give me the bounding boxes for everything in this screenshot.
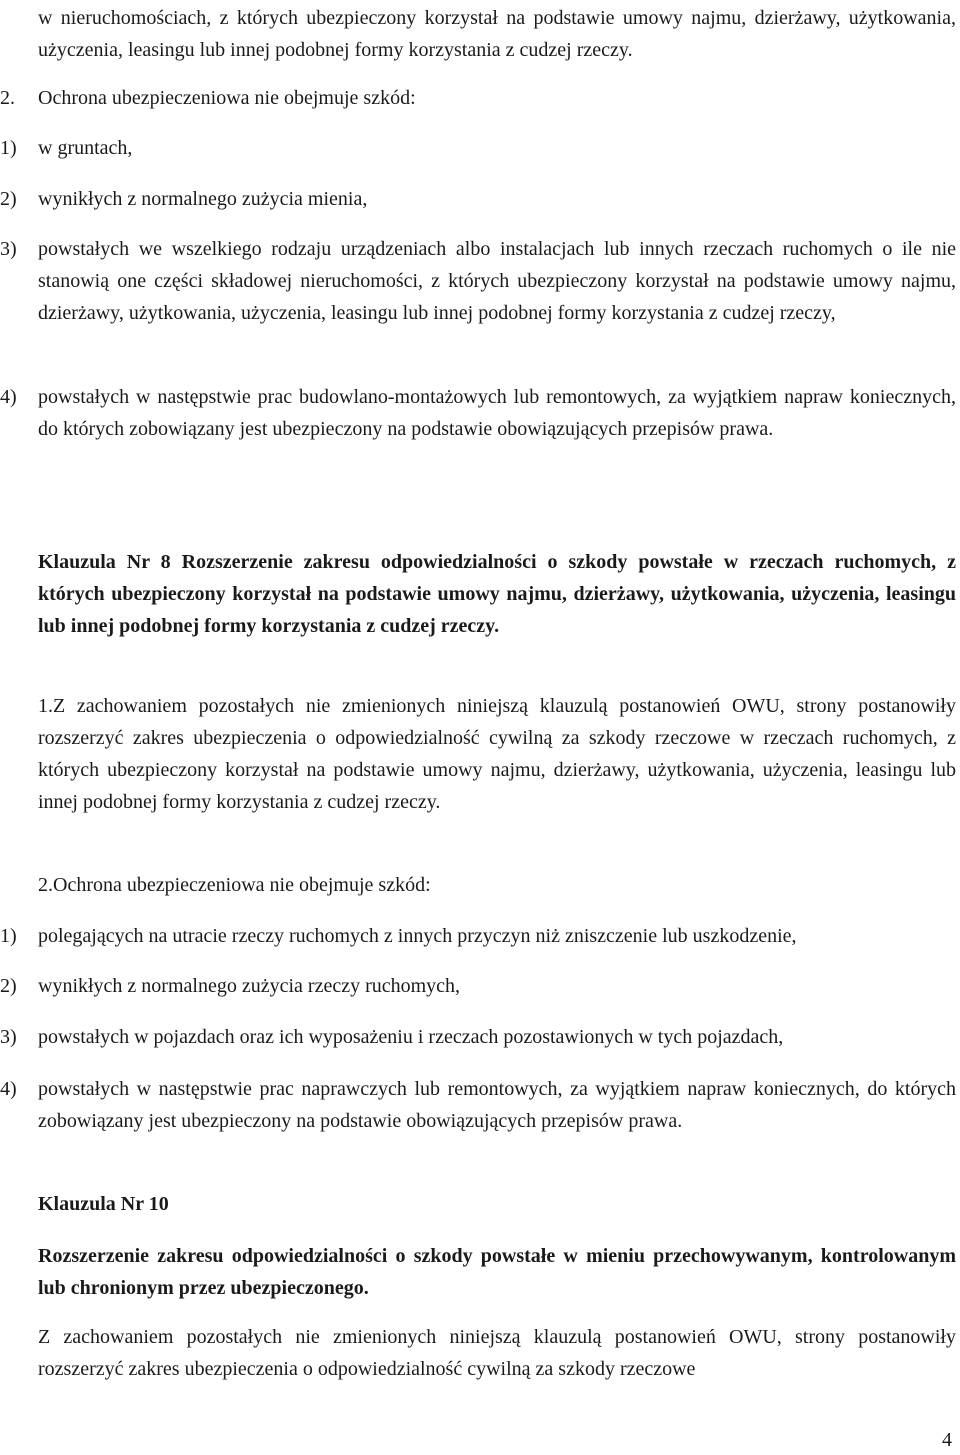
list-item	[0, 381, 956, 445]
list-item	[0, 132, 956, 164]
clause-10-paragraph-1: Z zachowaniem pozostałych nie zmienionych niniejszą klauzulą postanowień OWU, strony postanowiły rozszerzyć zakres ubezpieczenia o odpowiedzialność cywilną za szkody rzeczowe	[38, 1326, 956, 1380]
list-item	[0, 1073, 956, 1137]
list-item-text: wynikłych z normalnego zużycia mienia,	[38, 188, 368, 210]
list-item-number: 2)	[0, 975, 17, 997]
list-item-number: 3)	[0, 238, 17, 260]
list-item-number: 2)	[0, 188, 17, 210]
list-item	[0, 1021, 956, 1053]
list-item	[0, 233, 956, 329]
clause-8-paragraph-1: 1.Z zachowaniem pozostałych nie zmienionych niniejszą klauzulą postanowień OWU, strony postanowiły rozszerzyć zakres ubezpieczenia o odpowiedzialność cywilną za szkody rzeczowe w rzeczach ruchomych, z których ubezpieczony korzystał na podstawie umowy najmu, dzierżawy, użytkowania, użyczenia, leasingu lub innej podobnej formy korzystania z cudzej rzeczy.	[38, 695, 956, 813]
list-item-number: 4)	[0, 386, 17, 408]
carryover-paragraph: w nieruchomościach, z których ubezpieczony korzystał na podstawie umowy najmu, dzierżawy, użytkowania, użyczenia, leasingu lub innej podobnej formy korzystania z cudzej rzeczy.	[38, 7, 956, 61]
clause-10-label: Klauzula Nr 10	[38, 1193, 169, 1215]
list-item-number: 4)	[0, 1078, 17, 1100]
list-item	[0, 920, 956, 952]
list-item-number: 3)	[0, 1026, 17, 1048]
clause-8-heading: Klauzula Nr 8 Rozszerzenie zakresu odpowiedzialności o szkody powstałe w rzeczach ruchomych, z których ubezpieczony korzystał na podstawie umowy najmu, dzierżawy, użytkowania, użyczenia, leasingu lub innej podobnej formy korzystania z cudzej rzeczy.	[38, 551, 956, 637]
list-item	[0, 970, 956, 1002]
list-item-text: w gruntach,	[38, 137, 133, 159]
list-item-text: wynikłych z normalnego zużycia rzeczy ruchomych,	[38, 975, 461, 997]
clause-10-heading: Rozszerzenie zakresu odpowiedzialności o szkody powstałe w mieniu przechowywanym, kontrolowanym lub chronionym przez ubezpieczonego.	[38, 1245, 956, 1299]
page-number: 4	[942, 1429, 952, 1451]
list-item-text: powstałych we wszelkiego rodzaju urządzeniach albo instalacjach lub innych rzeczach ruchomych o ile nie stanowią one części składowej nieruchomości, z których ubezpieczony korzystał na podstawie umowy najmu, dzierżawy, użytkowania, użyczenia, leasingu lub innej podobnej formy korzystania z cudzej rzeczy,	[38, 238, 956, 324]
list-item	[0, 183, 956, 215]
list-item-text: powstałych w następstwie prac budowlano-montażowych lub remontowych, za wyjątkiem napraw koniecznych, do których zobowiązany jest ubezpieczony na podstawie obowiązujących przepisów prawa.	[38, 386, 956, 440]
section-a-point-2	[0, 82, 956, 114]
list-item-number: 1)	[0, 925, 17, 947]
clause-8-paragraph-2: 2.Ochrona ubezpieczeniowa nie obejmuje szkód:	[38, 874, 431, 896]
list-item-text: polegających na utracie rzeczy ruchomych z innych przyczyn niż zniszczenie lub uszkodzenie,	[38, 925, 797, 947]
list-item-number: 1)	[0, 137, 17, 159]
list-item-text: powstałych w następstwie prac naprawczych lub remontowych, za wyjątkiem napraw koniecznych, do których zobowiązany jest ubezpieczony na podstawie obowiązujących przepisów prawa.	[38, 1078, 956, 1132]
section-a-point-2-text: Ochrona ubezpieczeniowa nie obejmuje szkód:	[38, 87, 416, 109]
list-item-text: powstałych w pojazdach oraz ich wyposażeniu i rzeczach pozostawionych w tych pojazdach,	[38, 1026, 784, 1048]
section-a-point-2-number: 2.	[0, 87, 15, 109]
